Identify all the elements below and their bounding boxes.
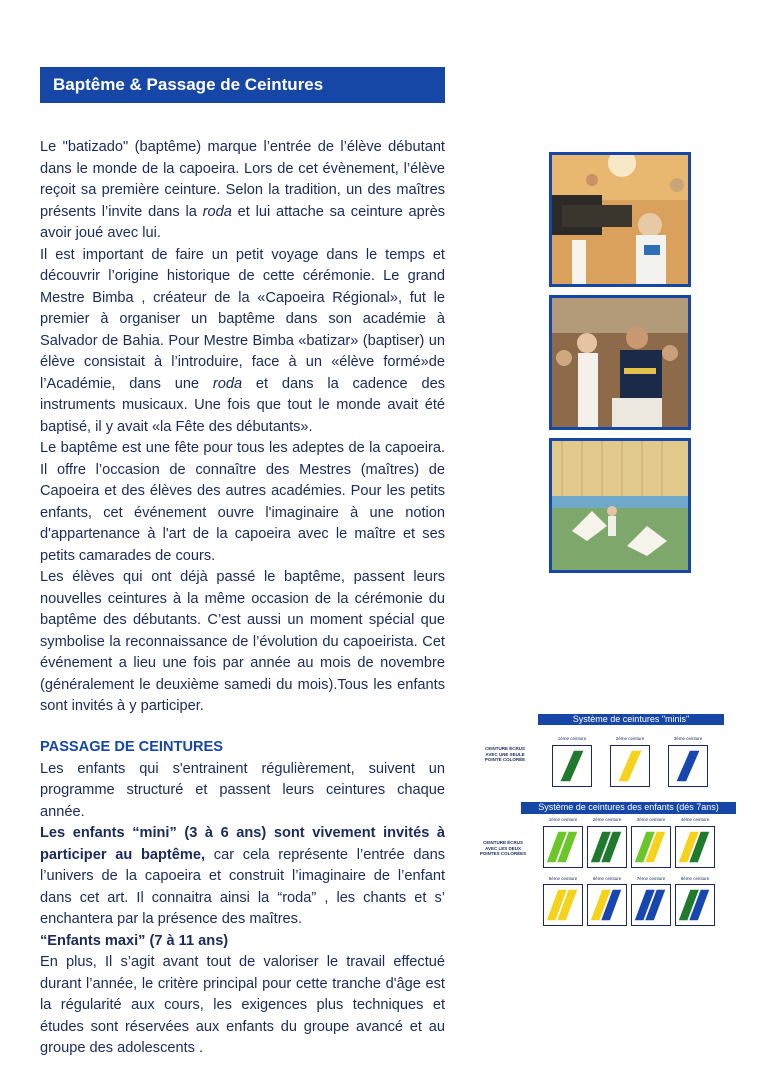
belts-enfants-title: Système de ceintures des enfants (dés 7ans) (521, 802, 736, 814)
belt-stripe (619, 751, 642, 781)
belt-label: 2ème ceinture (592, 817, 622, 822)
intro-paragraph-3: Le baptême est une fête pour tous les adeptes de la capoeira. Il offre l’occasion de connaître des Mestres (maîtres) de Capoeira et des élèves des autres académies. Pour les petits enfants, cet événement ouvre l'imaginaire à une notion d'appartenance à l'art de la capoeira avec le maître et ses petits camarades de cours. (40, 440, 445, 564)
belt-swatch-icon (669, 746, 707, 786)
roda-emphasis: roda (212, 375, 243, 392)
belt-box (675, 826, 715, 868)
belts-minis-note: CEINTURE ÉCRUS AVEC UNE SEULE POINTE COLORÉE (484, 746, 526, 762)
belt-stripe (677, 751, 700, 781)
belt-label: 1ème ceinture (548, 817, 578, 822)
belt-box (610, 745, 650, 787)
mini-paragraph (40, 823, 445, 931)
belt-stripe (561, 751, 584, 781)
belt-label: 1ème ceinture (557, 736, 587, 741)
belt-swatch-icon (632, 827, 670, 867)
intro-paragraph-4: Les élèves qui ont déjà passé le baptême, passent leurs nouvelles ceintures à la même occasion de la cérémonie du baptême des débutants. C’est aussi un moment spécial que symbolise la reconnaissance de l’évolution du capoeirista. Cet événement a lieu une fois par année au mois de novembre (généralement le deuxième samedi du mois).Tous les enfants sont invités à y participer. (40, 569, 445, 714)
belt-label: 7ème ceinture (636, 876, 666, 881)
maxi-heading: “Enfants maxi” (7 à 11 ans) (40, 932, 229, 949)
passage-section (40, 737, 445, 1060)
intro-paragraph-2-text: Il est important de faire un petit voyage dans le temps et découvrir l’origine historique de cette cérémonie. Le grand Mestre Bimba , créateur de la «Capoeira Régional», fut le premier à organiser un baptême dans son académie à Salvador de Bahia. Pour Mestre Bimba «batizar» (baptiser) un élève consistait à l’introduire, face à un «élève formé»de l’Académie, dans une (40, 246, 445, 392)
belts-enfants-note: CEINTURE ÉCRUS AVEC LES DEUX POINTES COLORÉES (479, 840, 527, 856)
belt-box (675, 884, 715, 926)
intro-paragraph-1-text: Le "batizado" (baptême) marque l’entrée de l’élève débutant dans le monde de la capoeira. Lors de cet évènement, l’élève reçoit sa première ceinture. Selon la tradition, un des maîtres présents l’invite dans la (40, 139, 445, 220)
belt-swatch-icon (544, 827, 582, 867)
intro-paragraph-1-end: et lui attache sa ceinture après avoir joué avec lui. (40, 203, 445, 241)
roda-emphasis: roda (202, 203, 232, 220)
belt-box (552, 745, 592, 787)
belt-label: 3ème ceinture (636, 817, 666, 822)
belt-swatch-icon (544, 885, 582, 925)
belt-box (587, 884, 627, 926)
belt-label: 6ème ceinture (592, 876, 622, 881)
capoeira-children-ceremony-photo (549, 295, 691, 430)
belt-label: 5ème ceinture (548, 876, 578, 881)
belt-label: 2ème ceinture (615, 736, 645, 741)
belt-swatch-icon (588, 885, 626, 925)
belt-box (543, 884, 583, 926)
belts-minis-title: Système de ceintures "minis" (538, 714, 724, 725)
belt-swatch-icon (632, 885, 670, 925)
belt-label: 3ème ceinture (673, 736, 703, 741)
mini-text: car cela représente l’entrée dans l’univers de la capoeira et construit l’imaginaire de l’enfant dans cet art. Il connaitra ainsi la “roda” , les chants et s’ enchantera par la présence des maîtres. (40, 846, 445, 927)
mini-bold: Les enfants “mini” (3 à 6 ans) sont vivement invités à participer au baptême, (40, 825, 445, 863)
belt-box (668, 745, 708, 787)
passage-intro: Les enfants qui s'entrainent régulièrement, suivent un programme structuré et passent leurs ceintures chaque année. (40, 760, 445, 820)
belt-box (631, 884, 671, 926)
capoeira-belt-ceremony-photo (549, 152, 691, 287)
intro-paragraph-2-end: et dans la cadence des instruments musicaux. Une fois que tout le monde avait été baptisé, il y avait «la Fête des débutants». (40, 375, 446, 435)
belt-box (543, 826, 583, 868)
maxi-paragraph: En plus, Il s’agit avant tout de valoriser le travail effectué durant l’année, le critère principal pour cette tranche d'âge est la régularité aux cours, les exigences plus techniques et études sont réservées aux enfants du groupe avancé et au groupe des adolescents . (40, 954, 445, 1056)
passage-heading: PASSAGE DE CEINTURES (40, 739, 223, 755)
capoeira-gym-game-photo (549, 438, 691, 573)
page-title: Baptême & Passage de Ceintures (40, 67, 445, 103)
belt-label: 8ème ceinture (680, 876, 710, 881)
intro-text (40, 137, 445, 718)
intro-paragraph-1 (40, 137, 445, 245)
belt-box (587, 826, 627, 868)
belt-swatch-icon (588, 827, 626, 867)
belt-swatch-icon (676, 885, 714, 925)
belt-swatch-icon (611, 746, 649, 786)
intro-paragraph-2 (40, 245, 445, 439)
belt-swatch-icon (676, 827, 714, 867)
belt-box (631, 826, 671, 868)
belt-label: 4ème ceinture (680, 817, 710, 822)
belt-swatch-icon (553, 746, 591, 786)
